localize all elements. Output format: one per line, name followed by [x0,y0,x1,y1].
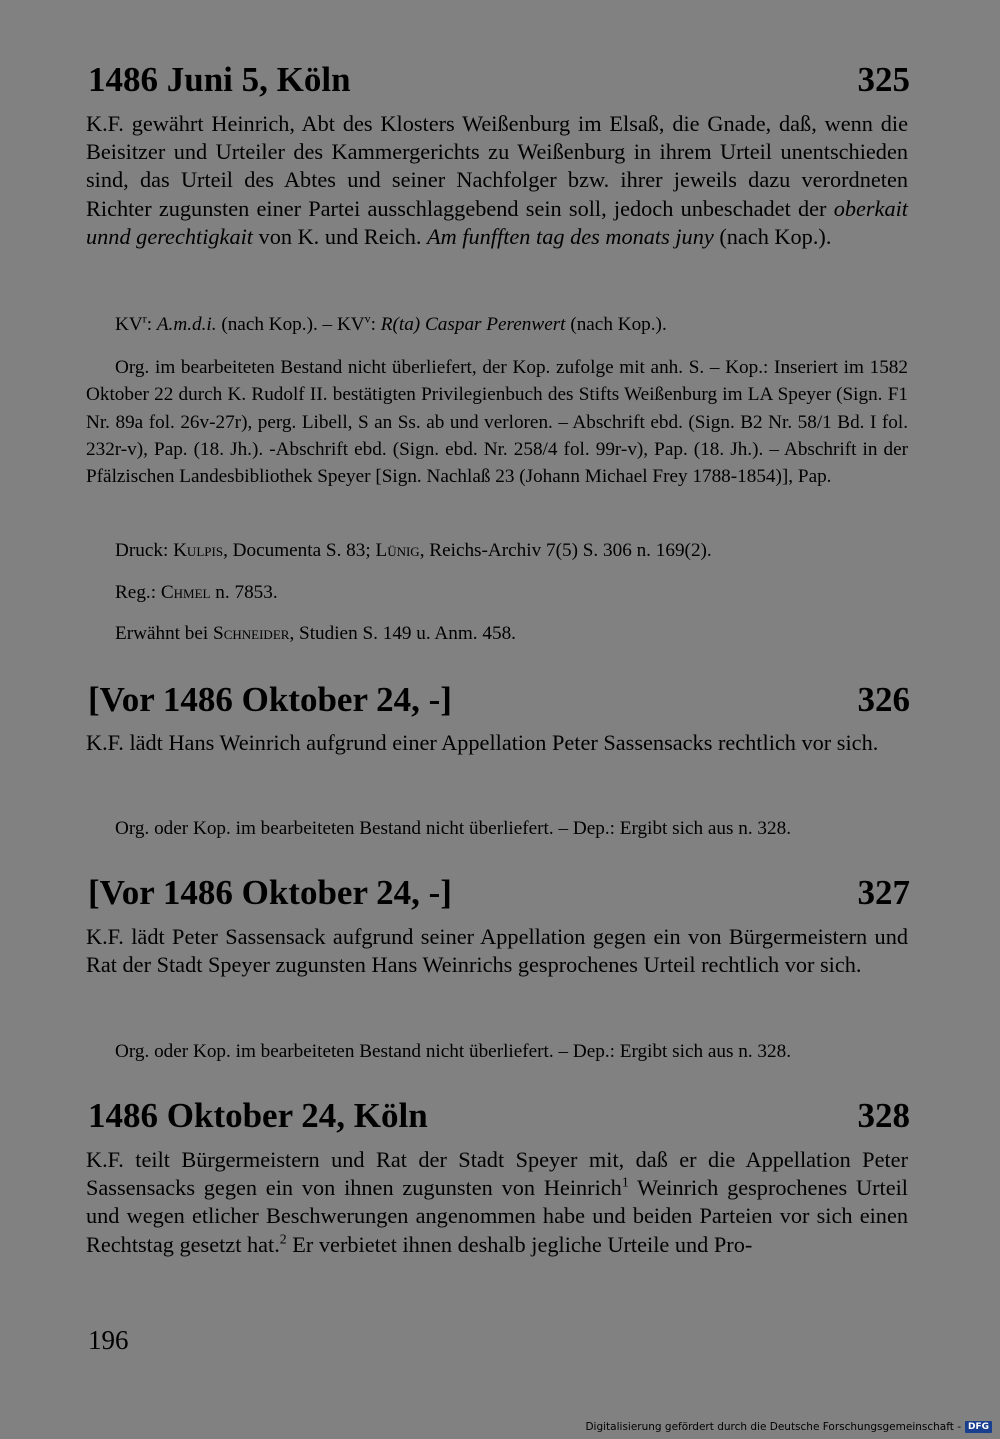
tradition-note: Org. oder Kop. im bearbeiteten Bestand nicht überliefert. – Dep.: Ergibt sich aus n. 328. [115,818,792,839]
entry-heading [88,873,910,913]
entry-date: 1486 Oktober 24, Köln [88,1096,428,1135]
note-text: : [146,314,157,335]
entry-heading [88,1096,910,1136]
author-name: Kulpis [173,540,224,561]
note-text: n. 7853. [210,582,278,603]
footer-text: Digitalisierung gefördert durch die Deutsche Forschungsgemeinschaft - [585,1421,961,1433]
note-text: , Reichs-Archiv 7(5) S. 306 n. 169(2). [419,540,712,561]
superscript: v [364,311,371,326]
note-text: Erwähnt bei [115,623,214,644]
entry-date: [Vor 1486 Oktober 24, -] [88,680,452,719]
funding-footer [585,1421,992,1433]
quoted-text: A.m.d.i. [156,314,217,335]
summary-text: von K. und Reich. [252,223,428,249]
dfg-logo[interactable]: DFG [965,1421,992,1433]
entry-heading [88,60,910,100]
footnote-marker[interactable]: 2 [279,1231,287,1247]
quoted-text: R(ta) Caspar Perenwert [380,314,566,335]
print-note [86,537,908,564]
mention-note [86,620,908,647]
note-text: KV [115,314,143,335]
summary-text: K.F. gewährt Heinrich, Abt des Klosters Weißenburg im Elsaß, die Gnade, daß, wenn die Beisitzer und Urteiler des Kammergerichts zu Weißenburg in ihrem Urteil unentschieden sind, das Urteil des Abtes und seiner Nachfolger bzw. ihrer jeweils dazu verordneten Richter zugunsten einer Partei ausschlaggebend sein soll, jedoch unbeschadet der [86,111,908,221]
entry-summary [86,110,908,251]
entry-summary: K.F. lädt Hans Weinrich aufgrund einer Appellation Peter Sassensacks rechtlich vor sich. [86,730,879,755]
entry-date: [Vor 1486 Oktober 24, -] [88,873,452,912]
entry-number: 327 [857,873,910,912]
note-text: Druck: [115,540,174,561]
entry-number: 326 [857,680,910,719]
entry-summary [86,1146,908,1259]
tradition-note: Org. im bearbeiteten Bestand nicht überliefert, der Kop. zufolge mit anh. S. – Kop.: Inseriert im 1582 Oktober 22 durch K. Rudolf II. bestätigten Privilegienbuch des Stifts Weißenburg im LA Speyer (Sign. F1 Nr. 89a fol. 26v-27r), perg. Libell, S an Ss. ab und verloren. – Abschrift ebd. (Sign. B2 Nr. 58/1 Bd. I fol. 232r-v), Pap. (18. Jh.). -Abschrift ebd. (Sign. ebd. Nr. 258/4 fol. 99r-v), Pap. (18. Jh.). – Abschrift in der Pfälzischen Landesbibliothek Speyer [Sign. Nachlaß 23 (Johann Michael Frey 1788-1854)], Pap. [86,357,908,488]
summary-text: (nach Kop.). [713,223,832,249]
entry-date: 1486 Juni 5, Köln [88,60,351,99]
tradition-note: Org. oder Kop. im bearbeiteten Bestand nicht überliefert. – Dep.: Ergibt sich aus n. 328. [115,1041,792,1062]
summary-text: K.F. teilt Bürgermeistern und Rat der Stadt Speyer mit, daß er die Appellation Peter Sassensacks gegen ein von ihnen zugunsten von Heinrich [86,1147,908,1201]
quoted-text: oberkait unnd gerechtigkait [86,195,908,249]
author-name: Chmel [160,582,211,603]
note-text: (nach Kop.). [565,314,667,335]
author-name: Schneider [213,623,290,644]
entry-number: 325 [857,60,910,99]
note-text: : [370,314,381,335]
superscript: r [142,311,147,326]
entry-summary: K.F. lädt Peter Sassensack aufgrund seiner Appellation gegen ein von Bürgermeistern und Rat der Stadt Speyer zugunsten Hans Weinrichs gesprochenes Urteil rechtlich vor sich. [86,924,908,978]
summary-text: Weinrich gesprochenes Urteil und wegen etlicher Beschwerungen angenommen habe und beiden Parteien vor sich einen Rechtstag gesetzt hat. [86,1175,908,1257]
quoted-date: Am funfften tag des monats juny [427,223,714,249]
kanzleivermerk-note [86,311,908,338]
note-text: , Documenta S. 83; [223,540,376,561]
entry-heading [88,680,910,720]
summary-text: Er verbietet ihnen deshalb jegliche Urteile und Pro- [286,1231,753,1257]
author-name: Lünig [375,540,420,561]
note-text: (nach Kop.). – KV [216,314,365,335]
page-number: 196 [88,1325,129,1355]
entry-number: 328 [857,1096,910,1135]
note-text: Reg.: [115,582,161,603]
footnote-marker[interactable]: 1 [621,1174,629,1190]
regest-note [86,579,908,606]
note-text: , Studien S. 149 u. Anm. 458. [289,623,516,644]
